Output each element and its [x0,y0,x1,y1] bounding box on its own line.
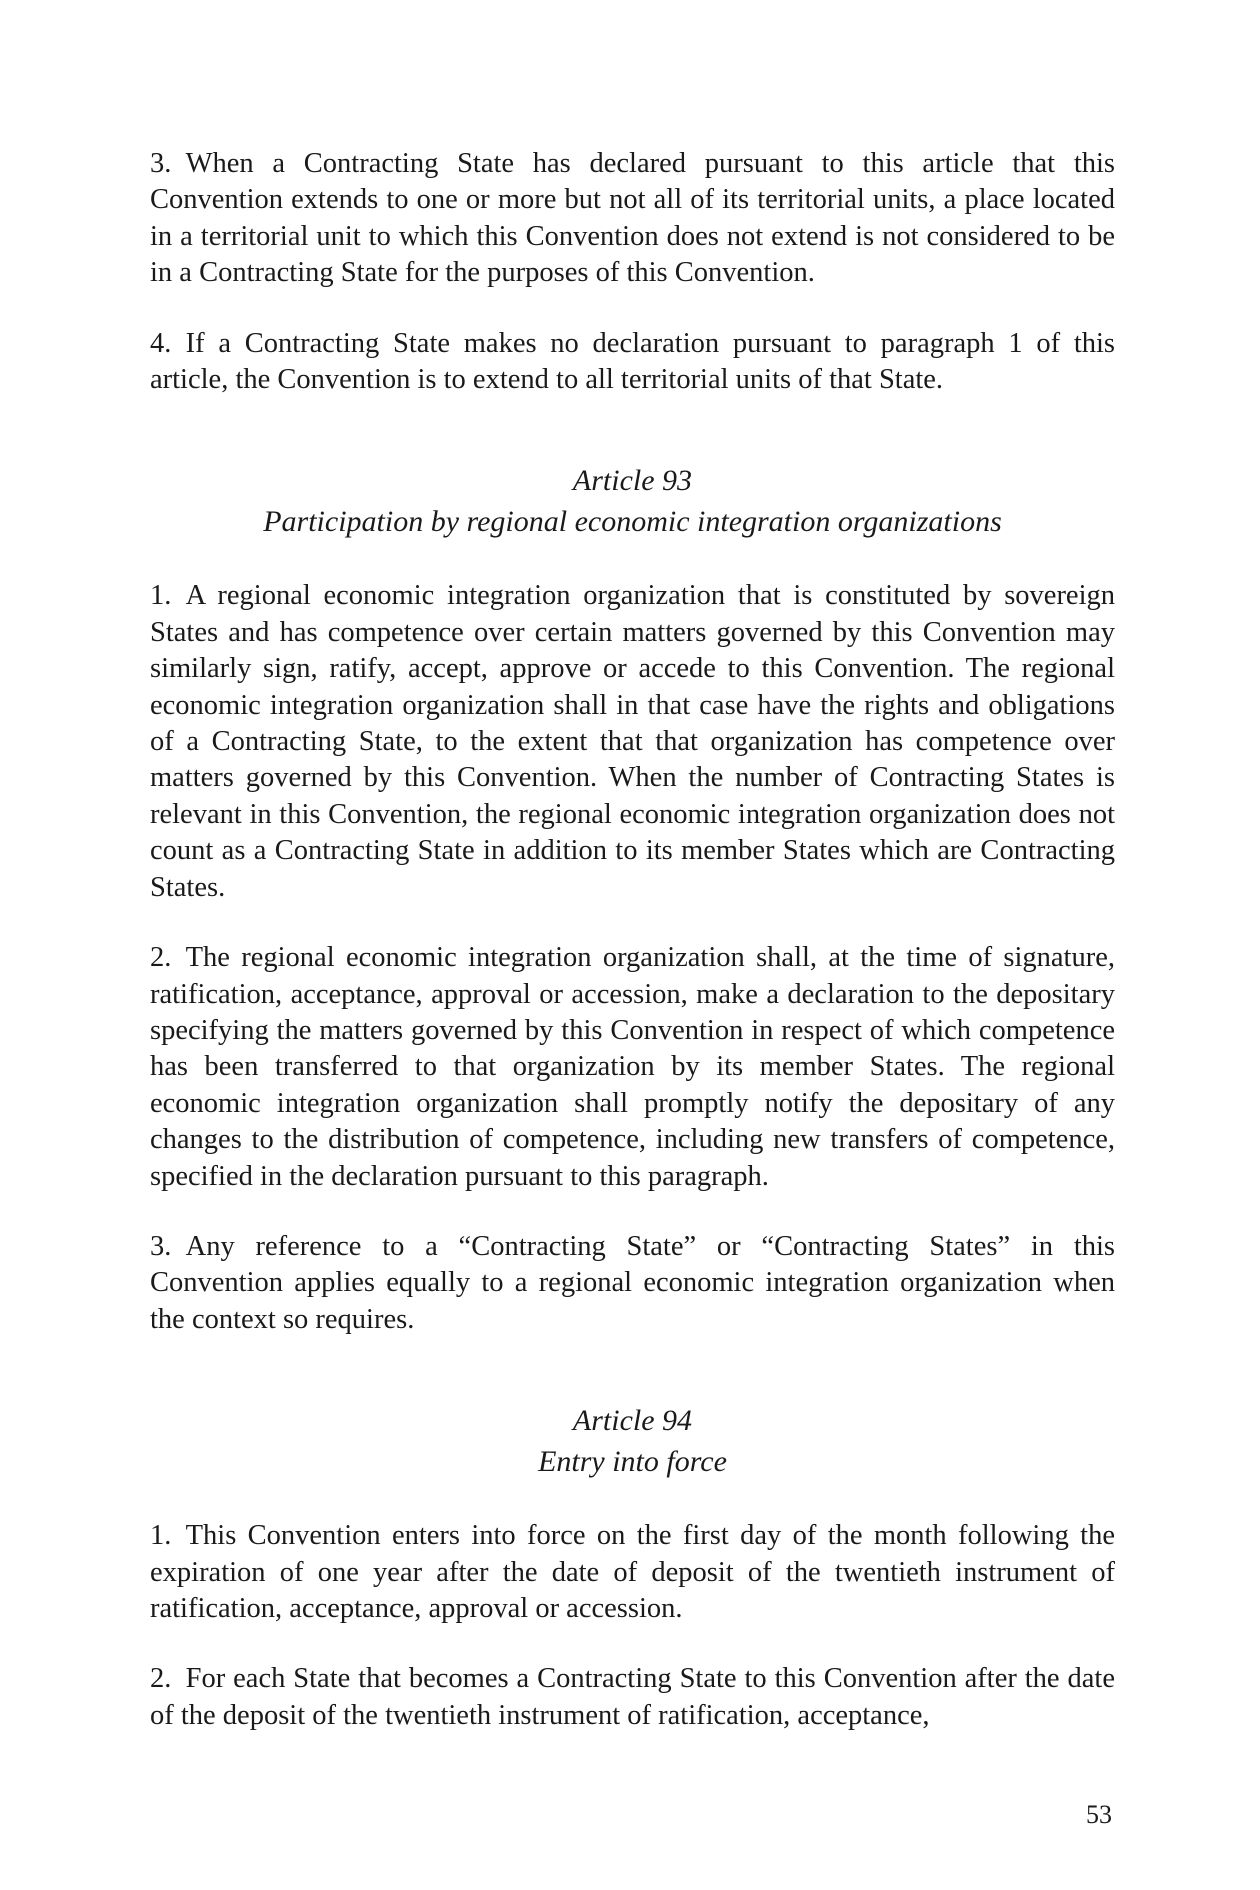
article-93-number: Article 93 [572,464,693,498]
page-content [150,146,1115,1734]
paragraph-94-2: 2. For each State that becomes a Contracting State to this Convention after the date of the deposit of the twentieth instrument of ratification, acceptance, [150,1663,1115,1731]
paragraph-92-3: 3. When a Contracting State has declared pursuant to this article that this Convention extends to one or more but not all of its territorial units, a place located in a territorial unit to which this Convention does not extend is not considered to be in a Contracting State for the purposes of this Convention. [150,148,1115,289]
article-94-title: Entry into force [538,1445,727,1479]
paragraph-93-1: 1. A regional economic integration organization that is constituted by sovereign States and has competence over certain matters governed by this Convention may similarly sign, ratify, accept, approve or accede to this Convention. The regional economic integration organization shall in that case have the rights and obligations of a Contracting State, to the extent that that organization has competence over matters governed by this Convention. When the number of Contracting States is relevant in this Convention, the regional economic integration organization does not count as a Contracting State in addition to its member States which are Contracting States. [150,580,1115,903]
article-93-title: Participation by regional economic integration organizations [263,505,1002,539]
paragraph-94-1: 1. This Convention enters into force on the first day of the month following the expiration of one year after the date of deposit of the twentieth instrument of ratification, acceptance, approval or accession. [150,1520,1115,1624]
paragraph-93-2: 2. The regional economic integration organization shall, at the time of signature, ratification, acceptance, approval or accession, make a declaration to the depositary specifying the matters governed by this Convention in respect of which competence has been transferred to that organization by its member States. The regional economic integration organization shall promptly notify the depositary of any changes to the distribution of competence, including new transfers of competence, specified in the declaration pursuant to this paragraph. [150,942,1115,1192]
page-number: 53 [1086,1800,1112,1829]
paragraph-92-4: 4. If a Contracting State makes no declaration pursuant to paragraph 1 of this article, the Convention is to extend to all territorial units of that State. [150,327,1115,396]
article-94-number: Article 94 [572,1404,693,1438]
paragraph-93-3: 3. Any reference to a “Contracting State” or “Contracting States” in this Convention applies equally to a regional economic integration organization when the context so requires. [150,1230,1115,1335]
